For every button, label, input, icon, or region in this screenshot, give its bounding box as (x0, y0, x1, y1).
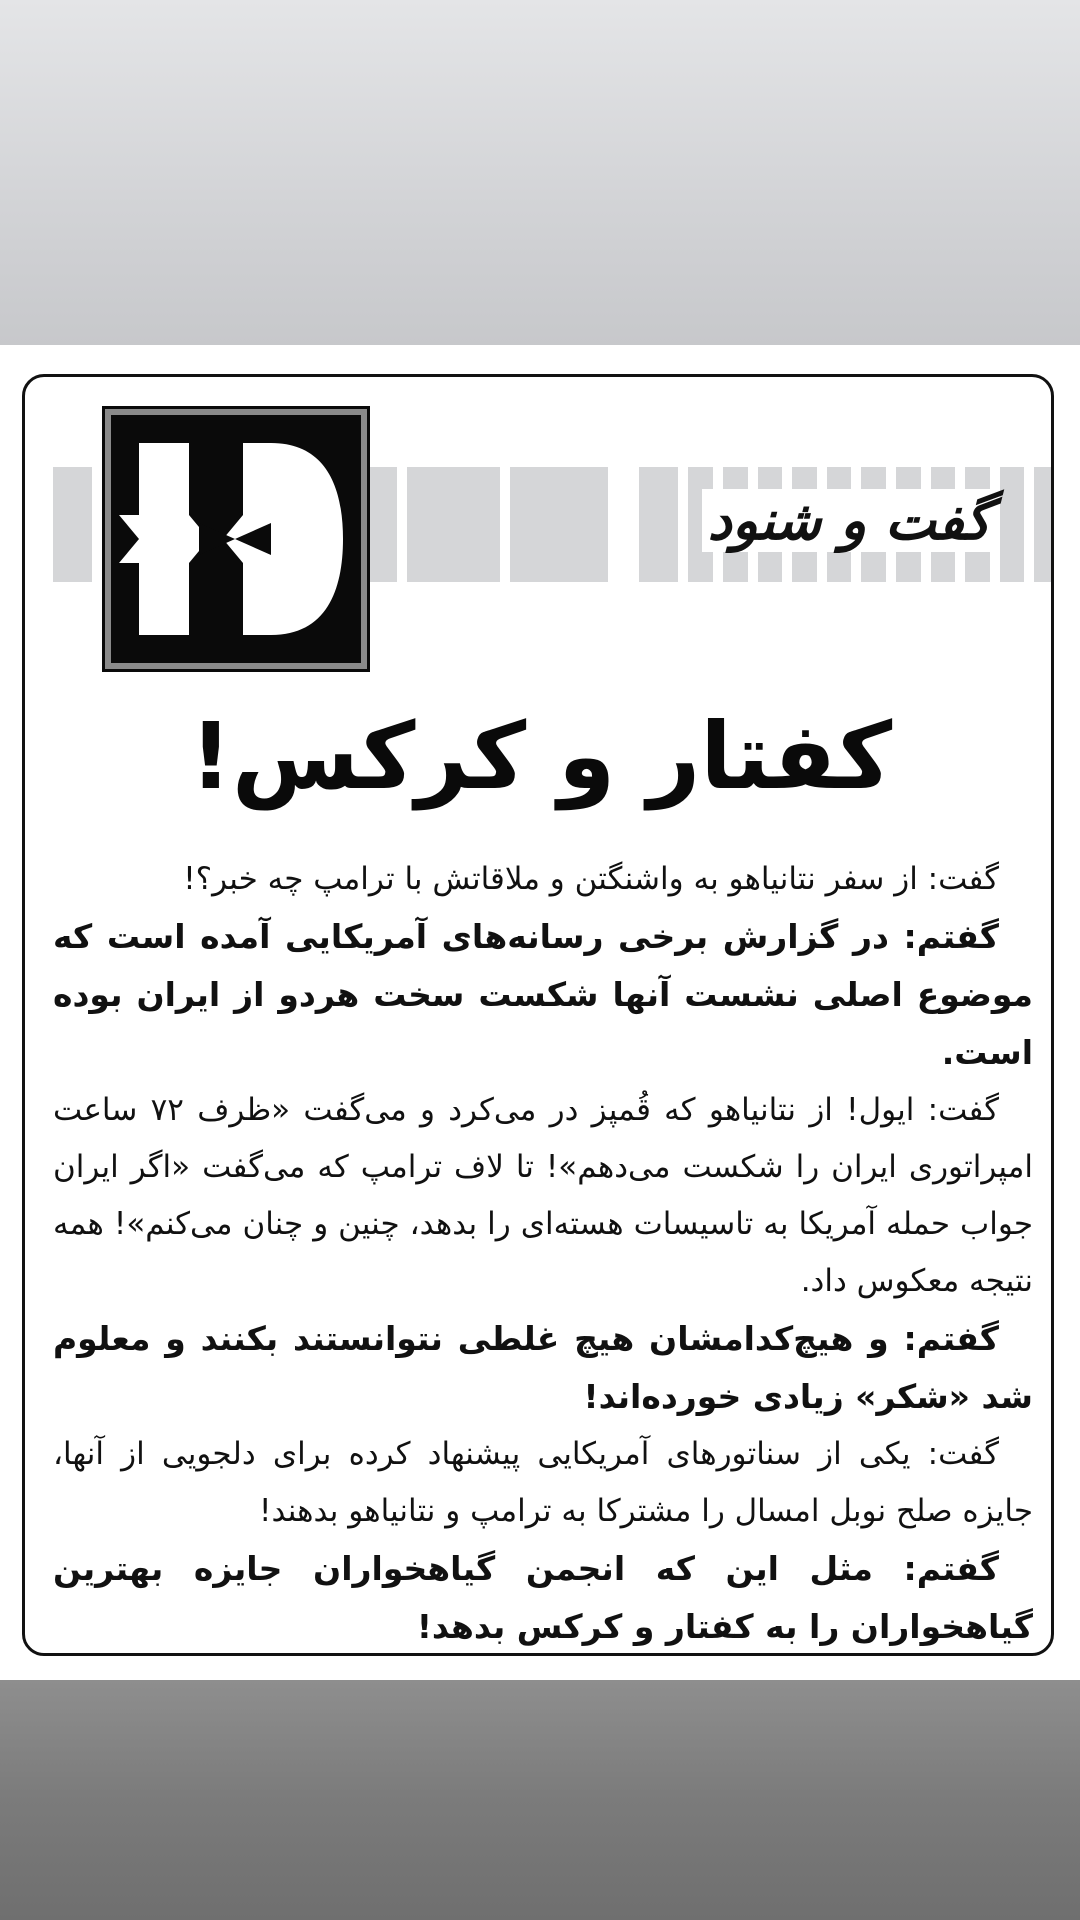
newspaper-logo-icon (105, 409, 367, 669)
article-headline: کفتار و کرکس! (189, 703, 893, 810)
paragraph-replied-2: گفتم: و هیچ‌کدامشان هیچ غلطی نتوانستند بکنند و معلوم شد «شکر» زیادی خورده‌اند! (53, 1319, 1033, 1416)
paragraph-said-1: گفت: از سفر نتانیاهو به واشنگتن و ملاقاتش با ترامپ چه خبر؟! (183, 861, 999, 897)
paragraph-replied-3: گفتم: مثل این که انجمن گیاهخواران جایزه بهترین گیاهخواران را به کفتار و کرکس بدهد! (53, 1549, 1033, 1646)
logo-glyph-icon (111, 415, 361, 663)
article-card (22, 374, 1054, 1656)
top-background-band (0, 0, 1080, 345)
article-body (53, 851, 1033, 1656)
column-title-text: گفت و شنود (702, 489, 997, 552)
paragraph-replied-1: گفتم: در گزارش برخی رسانه‌های آمریکایی آمده است که موضوع اصلی نشست آنها شکست سخت هردو از ایران بوده است. (53, 917, 1033, 1072)
paragraph-said-3: گفت: یکی از سناتورهای آمریکایی پیشنهاد کرده برای دلجویی از آنها، جایزه صلح نوبل امسال را مشترکا به ترامپ و نتانیاهو بدهند! (53, 1436, 1033, 1529)
column-title (637, 481, 997, 561)
bottom-background-band (0, 1680, 1080, 1920)
paragraph-said-2: گفت: ایول! از نتانیاهو که قُمپز در می‌کرد و می‌گفت «ظرف ۷۲ ساعت امپراتوری ایران را شکست می‌دهم»! تا لاف ترامپ که می‌گفت «اگر ایران جواب حمله آمریکا به تاسیسات هسته‌ای را بدهد، چنین و چنان می‌کنم»! همه نتیجه معکوس داد. (53, 1092, 1033, 1299)
column-header (25, 377, 1054, 677)
